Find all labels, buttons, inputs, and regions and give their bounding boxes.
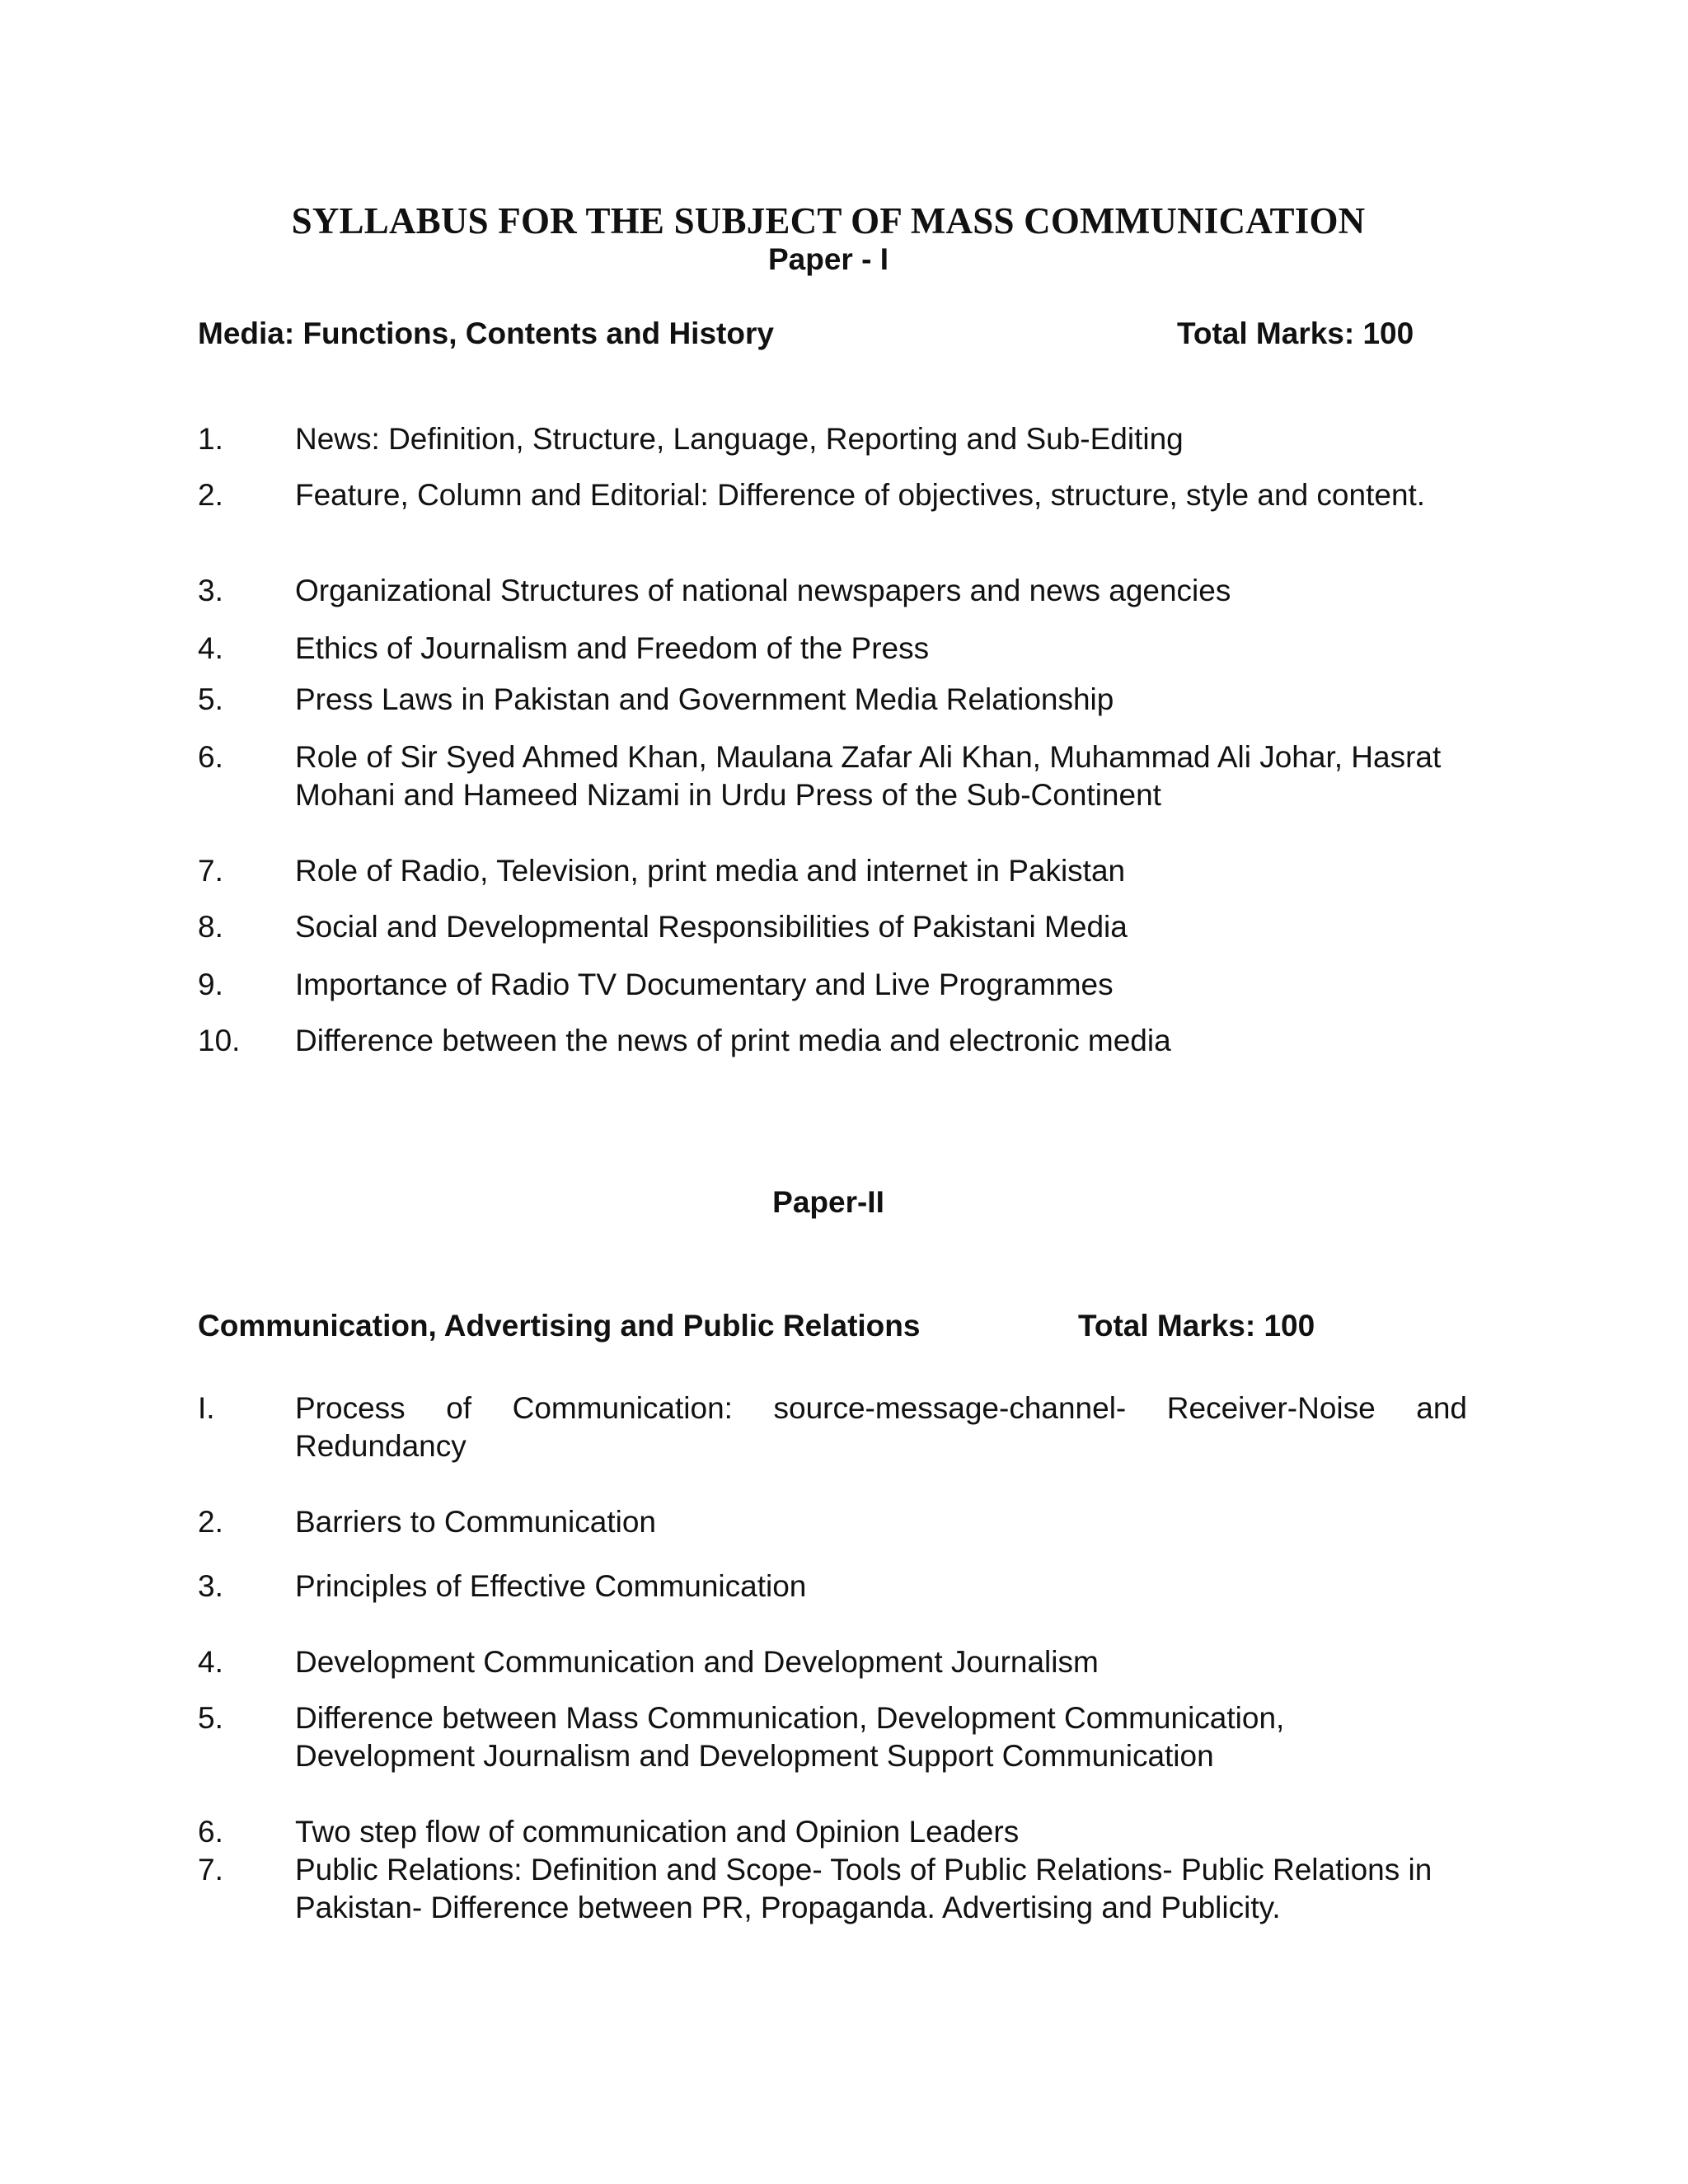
item-number: 3. xyxy=(198,574,223,607)
item-text: Press Laws in Pakistan and Government Media Relationship xyxy=(295,682,1114,716)
list-item xyxy=(198,1390,1467,1465)
list-item xyxy=(198,1022,1467,1060)
item-number: 3. xyxy=(198,1569,223,1603)
item-number: 5. xyxy=(198,1701,223,1735)
item-text: Difference between the news of print media and electronic media xyxy=(295,1024,1171,1057)
item-text: Public Relations: Definition and Scope- Tools of Public Relations- Public Relations in Pakistan- Difference between PR, Propaganda. Advertising and Publicity. xyxy=(295,1853,1432,1924)
list-item xyxy=(198,908,1467,946)
item-text: Social and Developmental Responsibilities of Pakistani Media xyxy=(295,910,1128,944)
item-number: 4. xyxy=(198,1645,223,1679)
item-text: Ethics of Journalism and Freedom of the Press xyxy=(295,631,930,665)
list-item xyxy=(198,852,1467,890)
item-number: 8. xyxy=(198,910,223,944)
item-text: Difference between Mass Communication, Development Communication, Development Journalism and Development Support Communication xyxy=(295,1701,1285,1773)
list-item xyxy=(198,1699,1467,1775)
paper-2-heading: Communication, Advertising and Public Relations xyxy=(198,1309,921,1343)
item-text: Barriers to Communication xyxy=(295,1505,656,1539)
item-number: 2. xyxy=(198,478,223,512)
item-text: Two step flow of communication and Opinion Leaders xyxy=(295,1815,1020,1849)
item-number: 7. xyxy=(198,1853,223,1886)
item-text: Role of Sir Syed Ahmed Khan, Maulana Zafar Ali Khan, Muhammad Ali Johar, Hasrat Mohani and Hameed Nizami in Urdu Press of the Sub-Continent xyxy=(295,740,1442,812)
item-text: Role of Radio, Television, print media and internet in Pakistan xyxy=(295,854,1126,888)
item-text: Feature, Column and Editorial: Difference of objectives, structure, style and content. xyxy=(295,478,1426,512)
list-item xyxy=(198,630,1467,668)
item-text: Process of Communication: source-message-channel- Receiver-Noise and Redundancy xyxy=(295,1391,1467,1463)
list-item xyxy=(198,1643,1467,1681)
item-number: 9. xyxy=(198,968,223,1001)
list-item xyxy=(198,681,1467,719)
list-item xyxy=(198,476,1467,514)
item-text: Development Communication and Development Journalism xyxy=(295,1645,1099,1679)
list-item xyxy=(198,572,1467,610)
list-item xyxy=(198,1503,1467,1541)
list-item xyxy=(198,1568,1467,1605)
list-item xyxy=(198,420,1467,458)
list-item xyxy=(198,738,1467,814)
item-number: 7. xyxy=(198,854,223,888)
item-text: Organizational Structures of national newspapers and news agencies xyxy=(295,574,1231,607)
item-text: News: Definition, Structure, Language, Reporting and Sub-Editing xyxy=(295,422,1184,456)
list-item xyxy=(198,966,1467,1004)
list-item xyxy=(198,1851,1467,1927)
paper-1-total-marks: Total Marks: 100 xyxy=(1177,316,1414,350)
item-number: 1. xyxy=(198,422,223,456)
list-item xyxy=(198,1813,1467,1851)
item-number: I. xyxy=(198,1391,215,1425)
item-text: Importance of Radio TV Documentary and Live Programmes xyxy=(295,968,1114,1001)
item-number: 6. xyxy=(198,1815,223,1849)
paper-2-total-marks: Total Marks: 100 xyxy=(1078,1309,1315,1343)
item-number: 10. xyxy=(198,1024,241,1057)
item-text: Principles of Effective Communication xyxy=(295,1569,807,1603)
item-number: 4. xyxy=(198,631,223,665)
item-number: 5. xyxy=(198,682,223,716)
paper-2-label: Paper-II xyxy=(772,1185,884,1219)
item-number: 2. xyxy=(198,1505,223,1539)
paper-1-heading: Media: Functions, Contents and History xyxy=(198,316,774,350)
item-number: 6. xyxy=(198,740,223,774)
document-title: SYLLABUS FOR THE SUBJECT OF MASS COMMUNICATION xyxy=(291,200,1366,241)
paper-1-label: Paper - I xyxy=(768,242,889,276)
